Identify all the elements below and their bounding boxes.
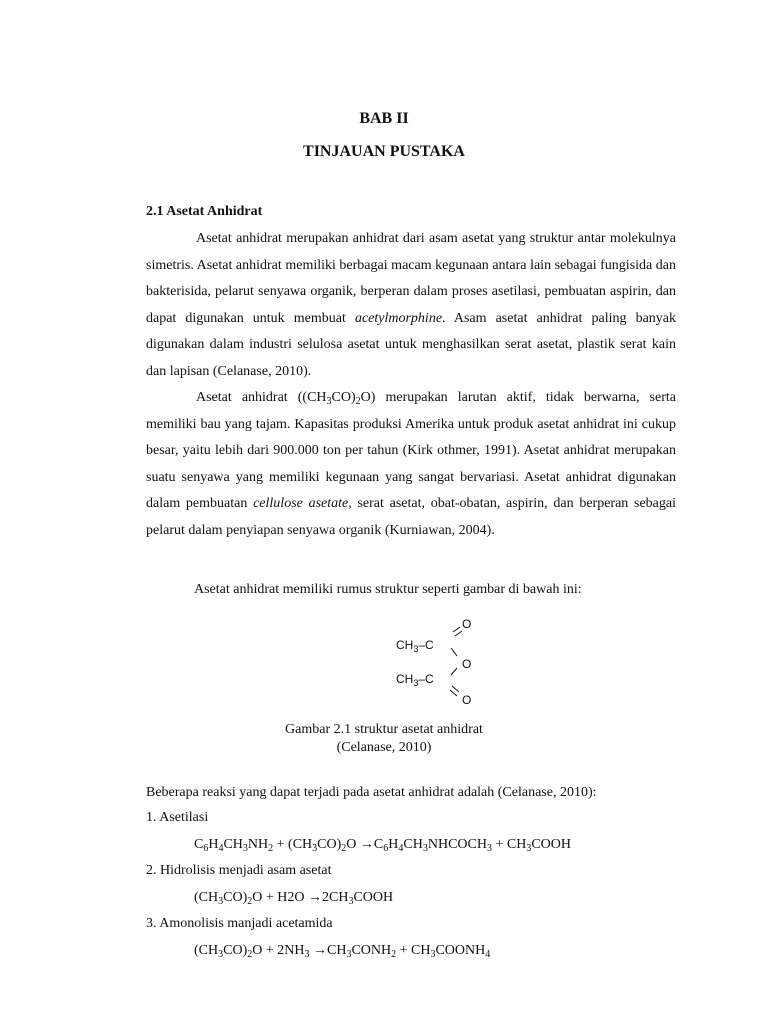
- equation-text: (CH: [194, 890, 219, 905]
- equation-subscript: 2: [391, 949, 397, 960]
- equation-subscript: 4: [398, 843, 404, 854]
- equation-text: CH: [223, 837, 243, 852]
- equation-text: C: [373, 837, 384, 852]
- equation-text: COOH: [353, 890, 394, 905]
- equation-subscript: 3: [312, 843, 318, 854]
- equation-text: NHCOCH: [427, 837, 487, 852]
- equation-text: O + H2O: [252, 890, 308, 905]
- reaction-arrow: →: [307, 890, 322, 905]
- oxygen-bottom: O: [462, 693, 472, 707]
- ch3-bottom: $CH_3-C$: [396, 672, 434, 688]
- equation-subscript: 3: [242, 843, 248, 854]
- paragraph-2-text-d: , serat asetat, obat-obatan, aspirin, dan berperan sebagai pelarut dalam penyiapan senyawa organik (Kurniawan, 2004).: [146, 496, 676, 538]
- equation-subscript: 3: [218, 949, 224, 960]
- equation-subscript: 3: [304, 949, 310, 960]
- equation-subscript: 2: [268, 843, 274, 854]
- section-title: 2.1 Asetat Anhidrat: [146, 204, 263, 219]
- equation-text: O + 2NH: [252, 943, 305, 958]
- reaction-arrow: →: [312, 943, 327, 958]
- paragraph-2-italic: cellulose asetate: [253, 496, 349, 511]
- equation-text: C: [194, 837, 204, 852]
- equation-subscript: 4: [485, 949, 491, 960]
- paragraph-2: [146, 385, 676, 544]
- equation-text: COONH: [435, 943, 486, 958]
- paragraph-2-text-a: Asetat anhidrat ((CH: [196, 390, 327, 405]
- oxygen-top: O: [462, 617, 472, 631]
- equation-text: + (CH: [273, 837, 313, 852]
- double-bond-bottom-2: [450, 690, 457, 696]
- bond-c-o-top: [451, 648, 457, 656]
- equation-text: COOH: [531, 837, 571, 852]
- reactions-intro: Beberapa reaksi yang dapat terjadi pada asetat anhidrat adalah (Celanase, 2010):: [146, 785, 597, 800]
- equation-text: CO): [317, 837, 342, 852]
- reaction-1-equation: [194, 837, 571, 853]
- paragraph-1-text-b: . Asam asetat anhidrat paling banyak digunakan dalam industri selulosa asetat untuk menghasilkan serat asetat, plastik serat kain dan lapisan (Celanase, 2010).: [146, 310, 676, 379]
- equation-text: CO): [223, 943, 248, 958]
- equation-text: H: [388, 837, 399, 852]
- equation-text: NH: [247, 837, 269, 852]
- equation-text: O: [346, 837, 360, 852]
- reaction-3-title: 3. Amonolisis manjadi acetamida: [146, 916, 333, 931]
- equation-subscript: 3: [430, 949, 436, 960]
- paragraph-1-text-a: Asetat anhidrat merupakan anhidrat dari asam asetat yang struktur antar molekulnya simetris. Asetat anhidrat memiliki berbagai macam kegunaan antara lain sebagai fungisida dan bakterisida, pelarut senyawa organik, berperan dalam proses asetilasi, pembuatan aspirin, dan dapat digunakan untuk membuat: [146, 231, 676, 326]
- equation-text: + CH: [491, 837, 527, 852]
- reaction-3-equation: [194, 943, 490, 959]
- double-bond-bottom-1: [452, 686, 459, 692]
- ch3-top: $CH_3-C$: [396, 638, 434, 654]
- bond-c-o-bottom: [451, 668, 457, 675]
- oxygen-middle: O: [462, 657, 472, 671]
- equation-subscript: 2: [247, 896, 253, 907]
- equation-text: H: [208, 837, 219, 852]
- paragraph-1: [146, 226, 676, 385]
- equation-subscript: 3: [346, 949, 352, 960]
- double-bond-top-2: [455, 631, 462, 636]
- reaction-1-title: 1. Asetilasi: [146, 810, 209, 825]
- equation-subscript: 2: [247, 949, 253, 960]
- paragraph-2-sub-1: 3: [326, 396, 332, 407]
- paragraph-3: Asetat anhidrat memiliki rumus struktur seperti gambar di bawah ini:: [194, 582, 582, 597]
- reaction-2-title: 2. Hidrolisis menjadi asam asetat: [146, 863, 332, 878]
- equation-subscript: 4: [218, 843, 224, 854]
- equation-text: CH: [326, 943, 347, 958]
- equation-subscript: 3: [422, 843, 428, 854]
- equation-subscript: 6: [383, 843, 389, 854]
- paragraph-2-text-b: CO): [331, 390, 356, 405]
- equation-text: CONH: [351, 943, 392, 958]
- equation-text: (CH: [194, 943, 219, 958]
- equation-subscript: 3: [218, 896, 224, 907]
- reaction-arrow: →: [359, 837, 374, 852]
- acetic-anhydride-structure: [380, 612, 490, 712]
- paragraph-2-text-c: O) merupakan larutan aktif, tidak berwarna, serta memiliki bau yang tajam. Kapasitas produksi Amerika untuk produk asetat anhidrat ini cukup besar, yaitu lebih dari 900.000 ton per tahun (Kirk othmer, 1991). Asetat anhidrat merupakan suatu senyawa yang memiliki kegunaan yang sangat bervariasi. Asetat anhidrat digunakan dalam pembuatan: [146, 390, 676, 511]
- paragraph-1-italic: acetylmorphine: [354, 310, 443, 326]
- figure-caption-source: (Celanase, 2010): [336, 740, 432, 755]
- equation-subscript: 3: [486, 843, 492, 854]
- equation-text: 2CH: [321, 890, 349, 905]
- figure-caption: Gambar 2.1 struktur asetat anhidrat: [285, 722, 483, 737]
- equation-subscript: 3: [526, 843, 532, 854]
- reaction-2-equation: [194, 890, 393, 906]
- double-bond-top-1: [453, 627, 460, 632]
- equation-subscript: 3: [348, 896, 354, 907]
- paragraph-2-sub-2: 2: [355, 396, 361, 407]
- equation-subscript: 6: [203, 843, 209, 854]
- equation-subscript: 2: [341, 843, 347, 854]
- chapter-title: TINJAUAN PUSTAKA: [303, 143, 465, 160]
- chapter-heading: BAB II: [359, 110, 409, 127]
- equation-text: CH: [403, 837, 423, 852]
- equation-text: + CH: [396, 943, 431, 958]
- equation-text: CO): [223, 890, 248, 905]
